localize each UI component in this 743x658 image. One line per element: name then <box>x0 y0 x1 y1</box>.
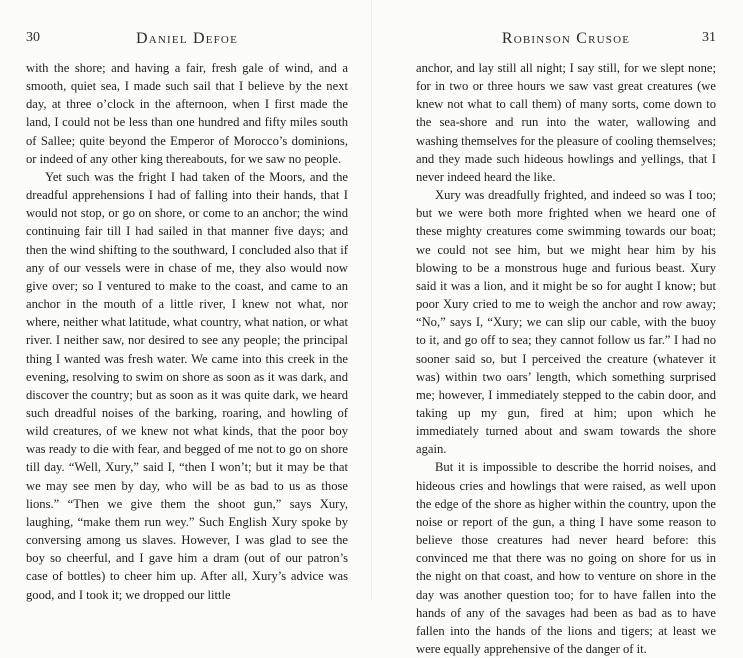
right-page-body <box>416 59 716 658</box>
running-head-title: Robinson Crusoe <box>501 30 631 47</box>
page-number: 31 <box>702 30 716 45</box>
right-page-header <box>416 30 716 52</box>
running-head-author: Daniel Defoe <box>136 30 238 47</box>
left-page-header <box>26 30 348 52</box>
left-page <box>0 0 371 600</box>
paragraph: Yet such was the fright I had taken of the Moors, and the dreadful apprehensions I had of falling into their hands, that I would not stop, or go on shore, or come to an anchor; the wind continuing fair till I had sailed in that manner five days; and then the wind shifting to the southward, I concluded also that if any of our vessels were in chase of me, they also would now give over; so I ventured to make to the coast, and came to an anchor in the mouth of a little river, I knew not what, nor where, neither what latitude, what country, what nation, or what river. I neither saw, nor desired to see any people; the principal thing I wanted was fresh water. We came into this creek in the evening, resolving to swim on shore as soon as it was dark, and discover the country; but as soon as it was quite dark, we heard such dreadful noises of the barking, roaring, and howling of wild creatures, of we knew not what kinds, that the poor boy was ready to die with fear, and begged of me not to go on shore till day. “Well, Xury,” said I, “then I won’t; but it may be that we may see men by day, who will be as bad to us as those lions.” “Then we give them the shoot gun,” says Xury, laughing, “make them run wey.” Such English Xury spoke by conversing among us slaves. However, I was glad to see the boy so cheerful, and I gave him a dram (out of our patron’s case of bottles) to cheer him up. After all, Xury’s advice was good, and I took it; we dropped our little <box>26 169 348 602</box>
left-page-body <box>26 59 348 604</box>
paragraph: But it is impossible to describe the horrid noises, and hideous cries and howlings that were raised, as well upon the edge of the shore as higher within the country, upon the noise or report of the gun, a thing I have some reason to believe those creatures had never heard before: this convinced me that there was no going on shore for us in the night on that coast, and how to venture on shore in the day was another question too; for to have fallen into the hands of any of the savages had been as bad as to have fallen into the hands of the lions and tigers; at least we were equally apprehensive of the danger of it. <box>416 460 716 656</box>
page-number: 30 <box>26 30 40 45</box>
paragraph: anchor, and lay still all night; I say still, for we slept none; for in two or three hours we saw vast great creatures (we knew not what to call them) of many sorts, come down to the sea-shore and run into the water, wallowing and washing themselves for the pleasure of cooling themselves; and they made such hideous howlings and yellings, that I never indeed heard the like. <box>416 61 716 184</box>
right-page <box>372 0 743 656</box>
paragraph: with the shore; and having a fair, fresh gale of wind, and a smooth, quiet sea, I made such sail that I believe by the next day, at three o’clock in the afternoon, when I first made the land, I could not be less than one hundred and fifty miles south of Sallee; quite beyond the Emperor of Morocco’s dominions, or indeed of any other king thereabouts, for we saw no people. <box>26 61 348 166</box>
paragraph: Xury was dreadfully frighted, and indeed so was I too; but we were both more frighted when we heard one of these mighty creatures come swimming towards our boat; we could not see him, but we might hear him by his blowing to be a monstrous huge and furious beast. Xury said it was a lion, and it might be so for aught I know; but poor Xury cried to me to weigh the anchor and row away; “No,” says I, “Xury; we can slip our cable, with the buoy to it, and go off to sea; they cannot follow us far.” I had no sooner said so, but I perceived the creature (whatever it was) within two oars’ length, which something surprised me; however, I immediately stepped to the cabin door, and taking up my gun, fired at him; upon which he immediately turned about and swam towards the shore again. <box>416 188 716 457</box>
